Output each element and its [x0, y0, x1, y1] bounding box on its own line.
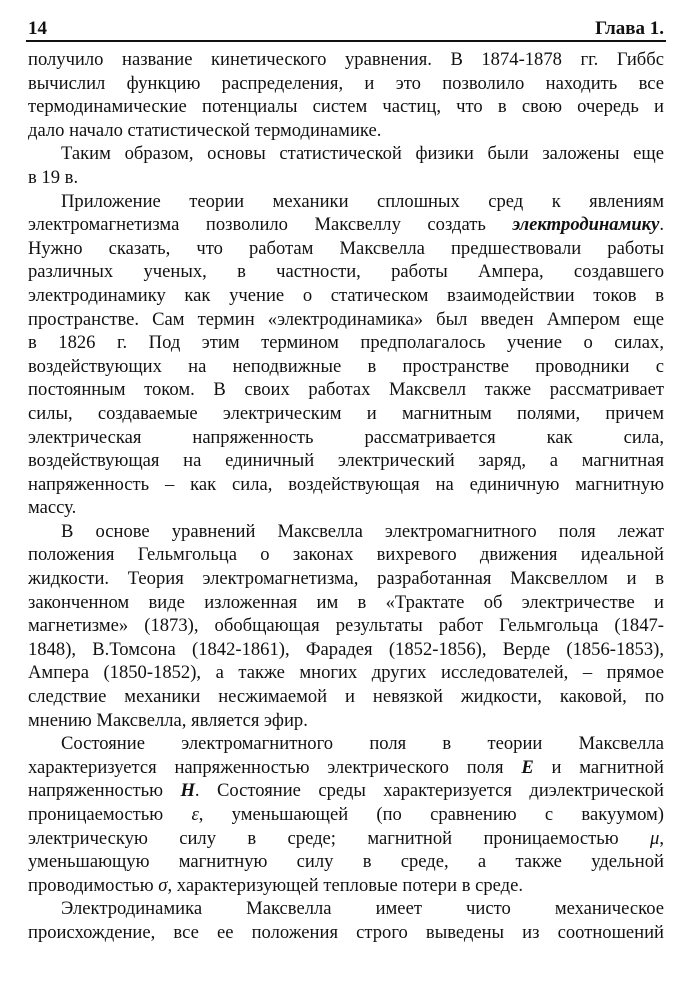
- text-fragment: характеризуется напряженностью электрического поля: [28, 756, 522, 778]
- symbol-mu: μ: [650, 827, 660, 849]
- text-fragment: напряженностью: [28, 780, 181, 802]
- symbol-sigma: σ: [158, 874, 168, 896]
- text-line: законченном виде изложенная им в «Трактате об электричестве и: [28, 591, 664, 613]
- text-fragment: .: [659, 214, 664, 236]
- text-line: пространстве. Сам термин «электродинамика» был введен Ампером еще: [28, 308, 664, 330]
- text-line: Ампера (1850-1852), а также многих других исследователей, – прямое: [28, 662, 664, 684]
- paragraph-electrodynamics: [28, 190, 664, 520]
- symbol-h: H: [180, 780, 195, 802]
- text-line: [28, 756, 664, 780]
- text-line: положения Гельмгольца о законах вихревого движения идеальной: [28, 544, 664, 566]
- text-fragment: , уменьшающей (по сравнению с вакуумом): [198, 804, 664, 825]
- text-line: в 19 в.: [28, 166, 79, 188]
- paragraph-statistical-physics: [28, 142, 664, 189]
- text-line: Электродинамика Максвелла имеет чисто механическое: [61, 898, 664, 920]
- text-fragment: , характеризующей тепловые потери в среде.: [167, 874, 524, 896]
- text-line: мнению Максвелла, является эфир.: [28, 709, 308, 731]
- text-line: воздействующая на единичный электрический заряд, а магнитная: [28, 450, 664, 472]
- text-line: Нужно сказать, что работам Максвелла предшествовали работы: [28, 237, 664, 259]
- text-fragment: и магнитной: [533, 756, 664, 778]
- text-line: жидкости. Теория электромагнетизма, разработанная Максвеллом и в: [28, 568, 664, 590]
- text-line: [28, 213, 664, 237]
- text-line: следствие механики несжимаемой и невязкой жидкости, каковой, по: [28, 686, 664, 708]
- text-line: электродинамику как учение о статическом взаимодействии токов в: [28, 284, 664, 306]
- text-fragment: электрическую силу в среде; магнитной проницаемостью: [28, 827, 650, 849]
- text-line: различных ученых, в частности, работы Ампера, создавшего: [28, 261, 664, 283]
- text-line: термодинамические потенциалы систем частиц, что в свою очередь и: [28, 96, 664, 118]
- text-line: [28, 874, 664, 898]
- text-line: электрическая напряженность рассматривается как сила,: [28, 426, 664, 448]
- paragraph-mechanical-origin: [28, 897, 664, 944]
- text-line: вычислил функцию распределения, и это позволило находить все: [28, 72, 664, 94]
- text-line: воздействующих на неподвижные в пространстве проводники с: [28, 355, 664, 377]
- text-fragment: электромагнетизма позволило Максвеллу создать: [28, 214, 513, 236]
- text-line: постоянным током. В своих работах Максвелл также рассматривает: [28, 379, 664, 401]
- text-fragment: проводимостью: [28, 874, 159, 896]
- symbol-epsilon: ε: [191, 804, 199, 825]
- text-line: [28, 827, 664, 851]
- emphasized-term: электродинамику: [512, 214, 660, 236]
- text-line: Состояние электромагнитного поля в теории Максвелла: [61, 733, 664, 755]
- text-line: Приложение теории механики сплошных сред к явлениям: [61, 190, 664, 212]
- page-number: 14: [28, 18, 47, 39]
- text-line: дало начало статистической термодинамике.: [28, 119, 382, 141]
- paragraph-kinetic-equation: [28, 48, 664, 142]
- text-line: массу.: [28, 497, 77, 519]
- text-line: [28, 803, 664, 827]
- running-header: [28, 10, 664, 40]
- text-line: Таким образом, основы статистической физики были заложены еще: [61, 143, 664, 165]
- header-rule: [26, 40, 666, 42]
- text-fragment: проницаемостью: [28, 804, 192, 825]
- text-line: напряженность – как сила, воздействующая на единичную магнитную: [28, 473, 664, 495]
- paragraph-field-state: [28, 732, 664, 897]
- text-line: [28, 779, 664, 803]
- text-fragment: . Состояние среды характеризуется диэлектрической: [194, 780, 664, 802]
- text-fragment: ,: [659, 827, 664, 849]
- text-line: В основе уравнений Максвелла электромагнитного поля лежат: [61, 520, 664, 542]
- text-line: 1848), В.Томсона (1842-1861), Фарадея (1852-1856), Верде (1856-1853),: [28, 638, 664, 660]
- paragraph-maxwell-equations: [28, 520, 664, 732]
- text-line: в 1826 г. Под этим термином предполагалось учение о силах,: [28, 332, 664, 354]
- text-line: получило название кинетического уравнения. В 1874-1878 гг. Гиббс: [28, 49, 664, 70]
- text-line: магнетизме» (1873), обобщающая результаты работ Гельмгольца (1847-: [28, 615, 664, 637]
- text-line: происхождение, все ее положения строго выведены из соотношений: [28, 921, 664, 943]
- text-line: силы, создаваемые электрическим и магнитным полями, причем: [28, 402, 664, 424]
- page-body: [28, 48, 664, 945]
- symbol-e: E: [521, 756, 534, 778]
- text-line: уменьшающую магнитную силу в среде, а также удельной: [28, 851, 664, 873]
- chapter-title: Глава 1.: [595, 18, 664, 39]
